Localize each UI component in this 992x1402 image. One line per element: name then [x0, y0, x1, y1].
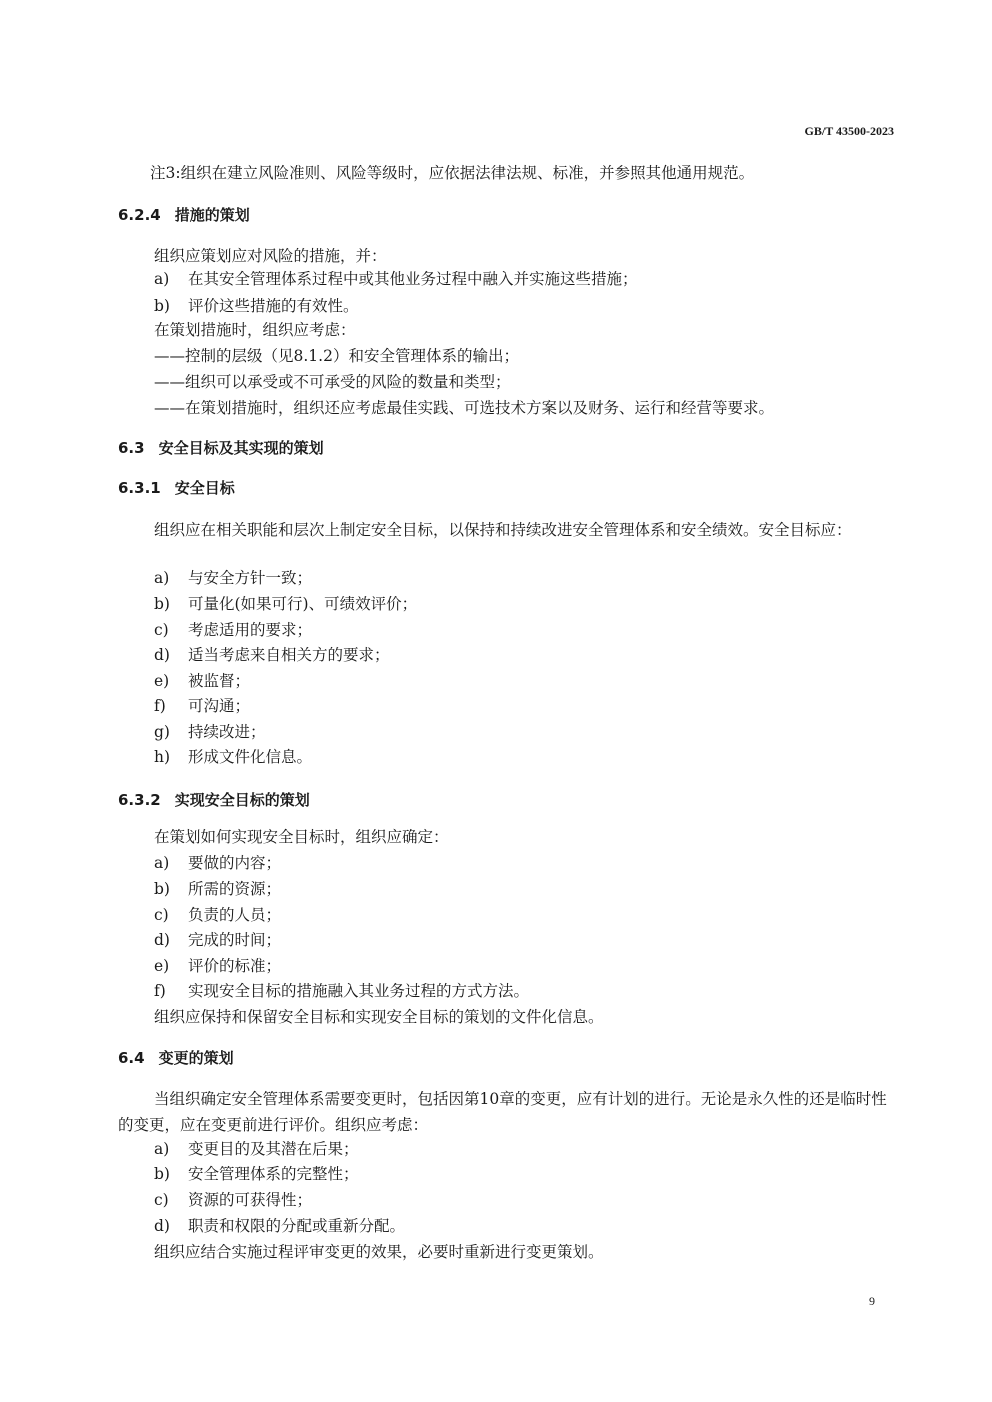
list-text: 资源的可获得性；	[188, 1191, 313, 1209]
list-text: 可沟通；	[188, 697, 251, 715]
list-text: 考虑适用的要求；	[188, 621, 313, 639]
list-label: c)	[154, 906, 169, 924]
list-text: 安全管理体系的完整性；	[188, 1165, 359, 1183]
standard-code: GB/T 43500-2023	[804, 124, 894, 138]
list-item	[154, 879, 281, 899]
list-text: 可量化(如果可行)、可绩效评价；	[188, 595, 418, 613]
list-item	[154, 747, 312, 767]
heading-6-4	[118, 1048, 234, 1068]
section-title: 安全目标及其实现的策划	[158, 439, 324, 457]
list-text: 所需的资源；	[188, 880, 282, 898]
list-text: 要做的内容；	[188, 854, 282, 872]
list-item	[154, 620, 312, 640]
list-text: 负责的人员；	[188, 906, 282, 924]
list-text: 形成文件化信息。	[188, 748, 313, 766]
list-label: f)	[154, 697, 166, 715]
list-item	[154, 671, 250, 691]
list-item	[154, 645, 390, 665]
list-item	[154, 568, 312, 588]
list-label: h)	[154, 748, 171, 766]
heading-6-3-1	[118, 478, 235, 498]
list-item	[154, 722, 266, 742]
paragraph: 当组织确定安全管理体系需要变更时，包括因第10章的变更，应有计划的进行。无论是永久性的还是临时性的变更，应在变更前进行评价。组织应考虑：	[118, 1090, 887, 1134]
section-number: 6.2.4	[118, 206, 161, 224]
section-title: 变更的策划	[158, 1049, 234, 1067]
paragraph: 组织应在相关职能和层次上制定安全目标，以保持和持续改进安全管理体系和安全绩效。安全目标应：	[154, 521, 852, 539]
list-item	[154, 930, 281, 950]
section-title: 安全目标	[174, 479, 235, 497]
list-label: a)	[154, 270, 170, 288]
paragraph: 组织应保持和保留安全目标和实现安全目标的策划的文件化信息。	[154, 1008, 604, 1026]
note-3: 注3:组织在建立风险准则、风险等级时，应依据法律法规、标准，并参照其他通用规范。	[150, 164, 755, 182]
list-label: d)	[154, 931, 170, 949]
list-label: a)	[154, 1140, 170, 1158]
list-item	[154, 981, 529, 1001]
list-item	[154, 1216, 405, 1236]
list-item	[154, 269, 638, 289]
list-label: b)	[154, 1165, 170, 1183]
list-item	[154, 1139, 359, 1159]
list-text: 实现安全目标的措施融入其业务过程的方式方法。	[188, 982, 530, 1000]
paragraph: 在策划如何实现安全目标时，组织应确定：	[154, 828, 449, 846]
section-number: 6.3.2	[118, 791, 161, 809]
list-text: 被监督；	[188, 672, 251, 690]
list-text: 变更目的及其潜在后果；	[188, 1140, 359, 1158]
paragraph: 组织应结合实施过程评审变更的效果，必要时重新进行变更策划。	[154, 1243, 604, 1261]
paragraph: 组织应策划应对风险的措施，并：	[154, 247, 387, 265]
list-label: g)	[154, 723, 170, 741]
list-label: b)	[154, 880, 170, 898]
section-title: 实现安全目标的策划	[174, 791, 310, 809]
heading-6-2-4	[118, 205, 250, 225]
list-label: b)	[154, 595, 170, 613]
list-text: 职责和权限的分配或重新分配。	[188, 1217, 406, 1235]
list-label: e)	[154, 957, 170, 975]
list-item	[154, 296, 359, 316]
list-text: 与安全方针一致；	[188, 569, 313, 587]
list-item	[154, 853, 281, 873]
heading-6-3-2	[118, 790, 310, 810]
list-label: b)	[154, 297, 170, 315]
list-item	[154, 594, 417, 614]
list-label: d)	[154, 646, 170, 664]
list-item	[154, 956, 281, 976]
list-text: 持续改进；	[188, 723, 266, 741]
list-item	[154, 696, 250, 716]
heading-6-3	[118, 438, 324, 458]
list-label: a)	[154, 569, 170, 587]
list-label: d)	[154, 1217, 170, 1235]
section-number: 6.4	[118, 1049, 145, 1067]
section-number: 6.3.1	[118, 479, 161, 497]
list-label: c)	[154, 621, 169, 639]
list-label: f)	[154, 982, 166, 1000]
list-label: c)	[154, 1191, 169, 1209]
dash-item: ——在策划措施时，组织还应考虑最佳实践、可选技术方案以及财务、运行和经营等要求。	[154, 399, 775, 417]
list-text: 评价这些措施的有效性。	[188, 297, 359, 315]
list-item	[154, 905, 281, 925]
list-label: a)	[154, 854, 170, 872]
list-item	[154, 1164, 359, 1184]
list-text: 在其安全管理体系过程中或其他业务过程中融入并实施这些措施；	[188, 270, 638, 288]
list-label: e)	[154, 672, 170, 690]
list-item	[154, 1190, 312, 1210]
section-number: 6.3	[118, 439, 145, 457]
paragraph: 在策划措施时，组织应考虑：	[154, 321, 356, 339]
list-text: 评价的标准；	[188, 957, 282, 975]
dash-item: ——控制的层级（见8.1.2）和安全管理体系的输出；	[154, 347, 519, 365]
list-text: 完成的时间；	[188, 931, 282, 949]
section-title: 措施的策划	[174, 206, 250, 224]
page-number: 9	[869, 1294, 875, 1308]
dash-item: ——组织可以承受或不可承受的风险的数量和类型；	[154, 373, 511, 391]
list-text: 适当考虑来自相关方的要求；	[188, 646, 390, 664]
